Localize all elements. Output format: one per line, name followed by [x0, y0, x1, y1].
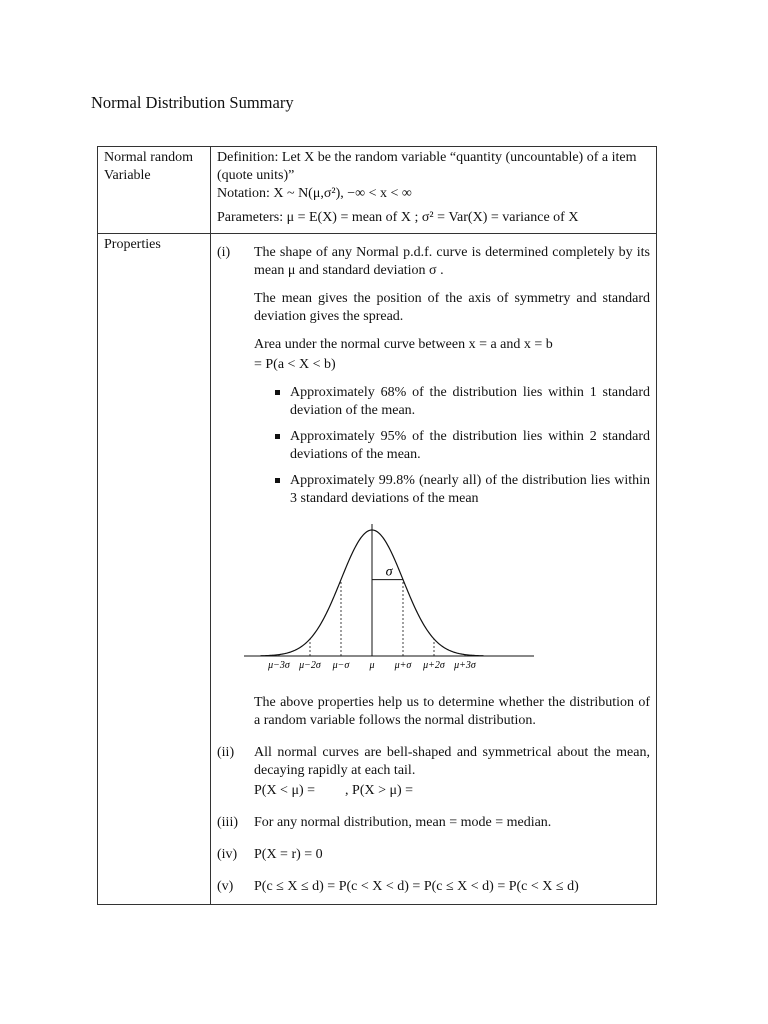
bullet-text: Approximately 99.8% (nearly all) of the distribution lies within 3 standard deviations of the mean	[290, 473, 650, 506]
bullet-square-icon	[275, 434, 280, 439]
normal-curve-chart	[244, 518, 650, 684]
property-v	[217, 878, 650, 896]
bullet-text: Approximately 68% of the distribution lies within 1 standard deviation of the mean.	[290, 385, 650, 418]
list-item	[254, 472, 650, 508]
table-row	[98, 147, 657, 234]
property-number: (i)	[217, 245, 231, 260]
property-number: (ii)	[217, 745, 235, 760]
property-ii-probabilities	[254, 782, 650, 800]
tick-label: μ−σ	[332, 660, 350, 671]
parameters-text: Parameters: μ = E(X) = mean of X ; σ² = Var(X) = variance of X	[217, 210, 579, 225]
notation-text: Notation: X ~ N(μ,σ²), −∞ < x < ∞	[217, 186, 412, 201]
property-iv-text: P(X = r) = 0	[254, 847, 323, 862]
tick-label: μ	[369, 660, 375, 671]
row-label-normal-random-variable: Normal random Variable	[98, 147, 211, 234]
table-row	[98, 234, 657, 905]
list-item	[254, 384, 650, 420]
property-i-shape: The shape of any Normal p.d.f. curve is determined completely by its mean μ and standard deviation σ .	[254, 245, 650, 278]
sigma-label: σ	[385, 564, 393, 580]
property-ii	[217, 744, 650, 800]
property-iii-text: For any normal distribution, mean = mode = median.	[254, 815, 552, 830]
list-item	[254, 428, 650, 464]
property-v-text: P(c ≤ X ≤ d) = P(c < X < d) = P(c ≤ X < d) = P(c < X ≤ d)	[254, 879, 579, 894]
tick-label: μ−2σ	[299, 660, 321, 671]
property-i-mean-spread: The mean gives the position of the axis of symmetry and standard deviation gives the spread.	[254, 291, 650, 324]
property-i-conclusion: The above properties help us to determine whether the distribution of a random variable follows the normal distribution.	[254, 695, 650, 728]
bullet-text: Approximately 95% of the distribution lies within 2 standard deviations of the mean.	[290, 429, 650, 462]
summary-table	[97, 146, 657, 905]
tick-label: μ+σ	[394, 660, 412, 671]
property-iv	[217, 846, 650, 864]
property-number: (iii)	[217, 815, 238, 830]
property-i-area: Area under the normal curve between x = a and x = b	[254, 337, 553, 352]
property-i	[217, 244, 650, 730]
page-title: Normal Distribution Summary	[91, 93, 294, 112]
bullet-square-icon	[275, 390, 280, 395]
bullet-square-icon	[275, 478, 280, 483]
property-iii	[217, 814, 650, 832]
tick-label: μ−3σ	[268, 660, 290, 671]
bullet-list	[254, 384, 650, 508]
definition-cell	[211, 147, 657, 234]
property-ii-text: All normal curves are bell-shaped and symmetrical about the mean, decaying rapidly at each tail.	[254, 745, 650, 778]
p-less-than-mean: P(X < μ) =	[254, 783, 316, 798]
row-label-properties: Properties	[98, 234, 211, 905]
property-number: (iv)	[217, 847, 238, 862]
property-number: (v)	[217, 879, 234, 894]
normal-curve-svg	[244, 518, 544, 678]
properties-cell	[211, 234, 657, 905]
tick-label: μ+2σ	[423, 660, 445, 671]
p-greater-than-mean: , P(X > μ) =	[345, 783, 414, 798]
property-i-probability: = P(a < X < b)	[254, 357, 336, 372]
tick-label: μ+3σ	[454, 660, 476, 671]
definition-text: Definition: Let X be the random variable “quantity (uncountable) of a item (quote units)”	[217, 150, 637, 183]
